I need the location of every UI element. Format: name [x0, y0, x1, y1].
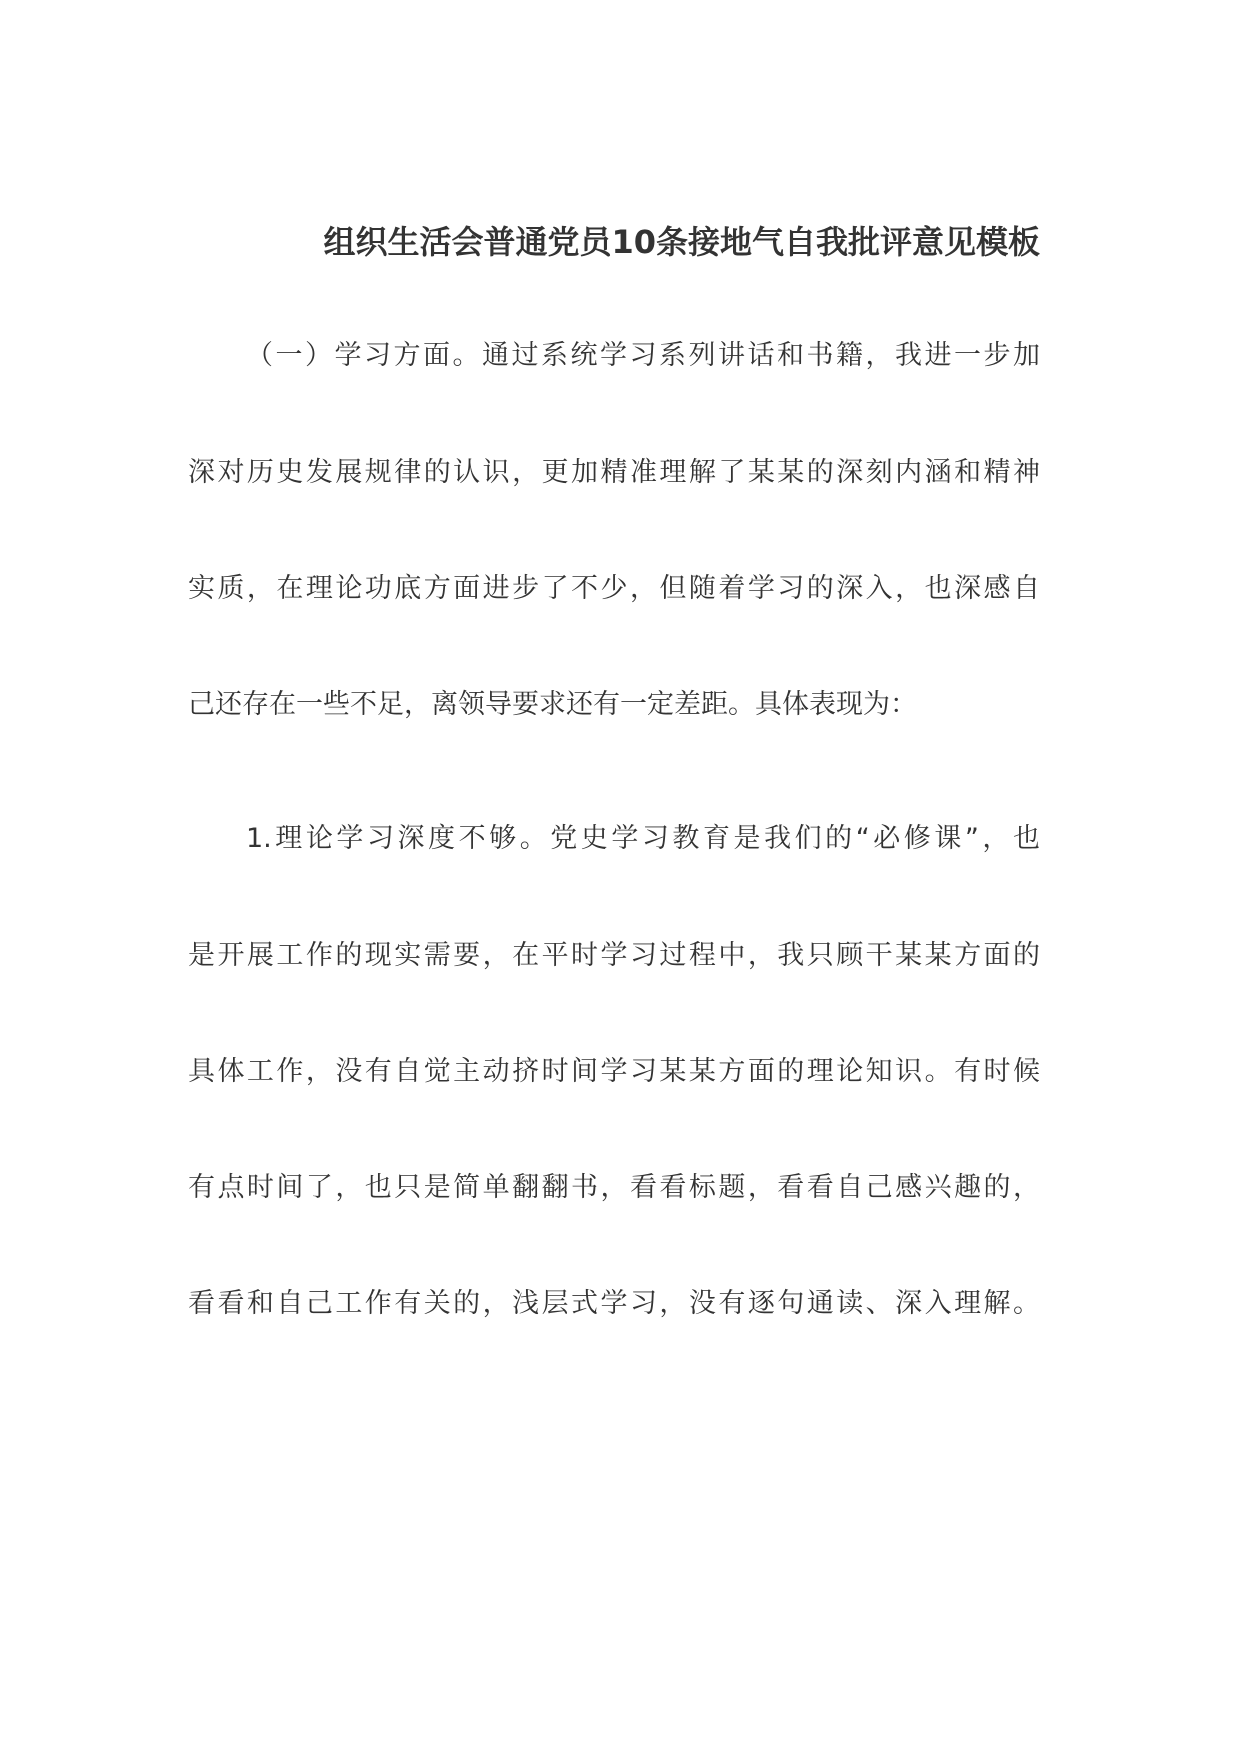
paragraph-line: （一）学习方面。通过系统学习系列讲话和书籍，我进一步加 [246, 340, 1040, 371]
paragraph-line: 己还存在一些不足，离领导要求还有一定差距。具体表现为： [188, 689, 917, 720]
paragraph-line: 具体工作，没有自觉主动挤时间学习某某方面的理论知识。有时候 [188, 1056, 1040, 1087]
paragraph-line: 是开展工作的现实需要，在平时学习过程中，我只顾干某某方面的 [188, 940, 1040, 971]
paragraph-line: 有点时间了，也只是简单翻翻书，看看标题，看看自己感兴趣的， [188, 1172, 1040, 1203]
document-title: 组织生活会普通党员10条接地气自我批评意见模板 [323, 223, 1040, 261]
paragraph-line: 深对历史发展规律的认识，更加精准理解了某某的深刻内涵和精神 [188, 457, 1040, 488]
paragraph-line: 1.理论学习深度不够。党史学习教育是我们的“必修课”，也 [246, 823, 1040, 854]
paragraph-line: 看看和自己工作有关的，浅层式学习，没有逐句通读、深入理解。 [188, 1288, 1040, 1319]
paragraph-line: 实质，在理论功底方面进步了不少，但随着学习的深入，也深感自 [188, 573, 1040, 604]
